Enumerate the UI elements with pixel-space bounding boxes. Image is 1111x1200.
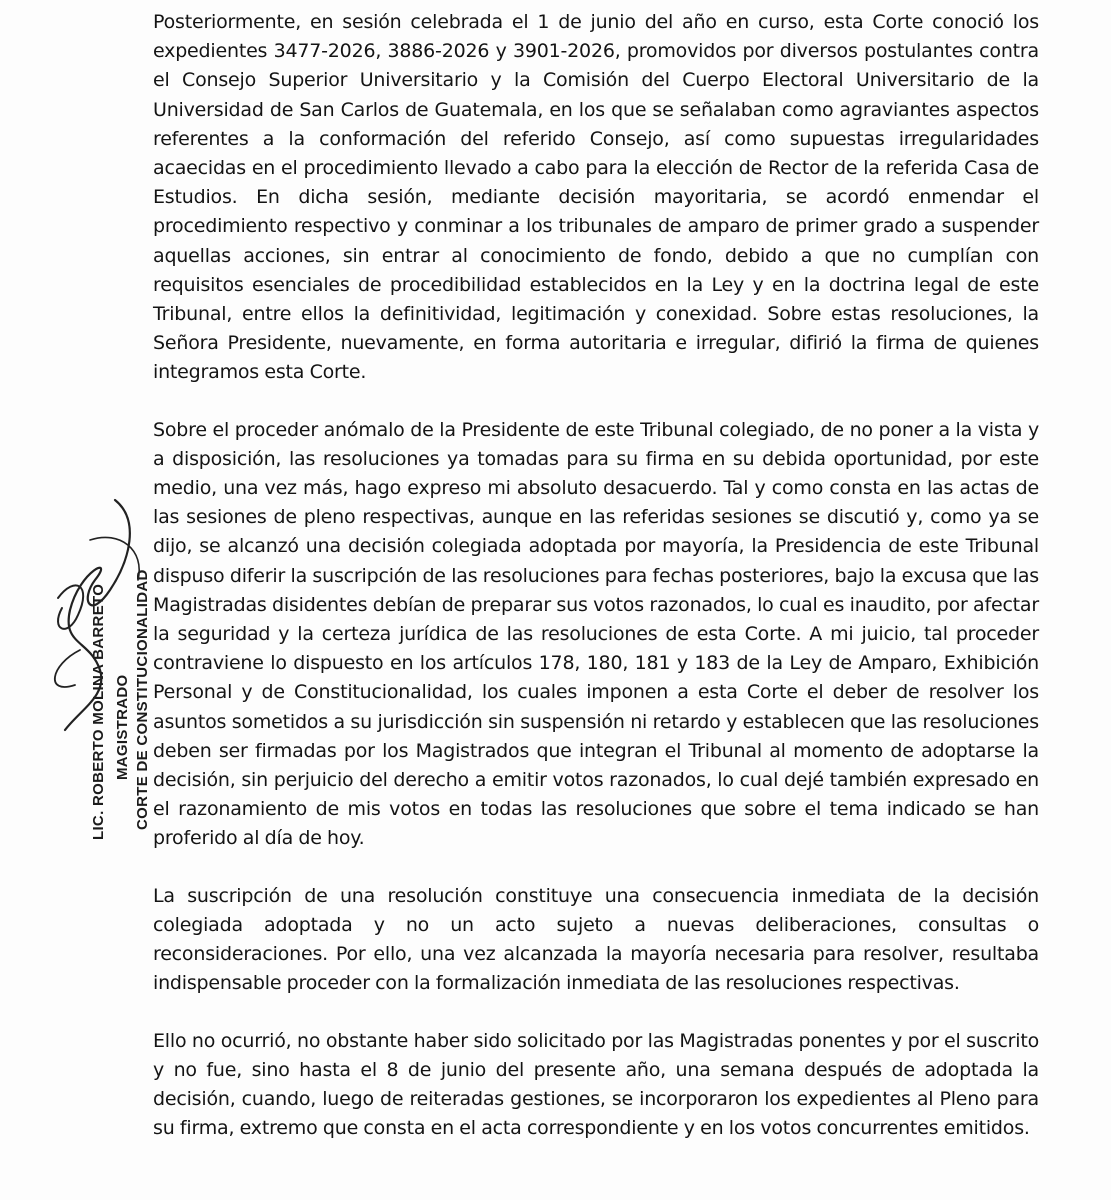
paragraph-4: Ello no ocurrió, no obstante haber sido solicitado por las Magistradas ponentes y por el suscrito y no fue, sino hasta el 8 de junio del presente año, una semana después de adoptada la decisión, cuando, luego de reiteradas gestiones, se incorporaron los expedientes al Pleno para su firma, extremo que consta en el acta correspondiente y en los votos concurrentes emitidos. (153, 1029, 1039, 1140)
stamp-court: CORTE DE CONSTITUCIONALIDAD (134, 569, 151, 830)
stamp-name: LIC. ROBERTO MOLINA BARRETO (90, 583, 107, 840)
paragraph-1: Posteriormente, en sesión celebrada el 1 de junio del año en curso, esta Corte conoció los expedientes 3477-2026, 3886-2026 y 3901-2026, promovidos por diversos postulantes contra el Consejo Superior Universitario y la Comisión del Cuerpo Electoral Universitario de la Universidad de San Carlos de Guatemala, en los que se señalaban como agraviantes aspectos referentes a la conformación del referido Consejo, así como supuestas irregularidades acaecidas en el procedimiento llevado a cabo para la elección de Rector de la referida Casa de Estudios. En dicha sesión, mediante decisión mayoritaria, se acordó enmendar el procedimiento respectivo y conminar a los tribunales de amparo de primer grado a suspender aquellas acciones, sin entrar al conocimiento de fondo, debido a que no cumplían con requisitos esenciales de procedibilidad establecidos en la Ley y en la doctrina legal de este Tribunal, entre ellos la definitividad, legitimación y conexidad. Sobre estas resoluciones, la Señora Presidente, nuevamente, en forma autoritaria e irregular, difirió la firma de quienes integramos esta Corte. (153, 11, 1039, 384)
document-body (153, 8, 1039, 1171)
stamp-title: MAGISTRADO (114, 674, 131, 780)
paragraph-3: La suscripción de una resolución constituye una consecuencia inmediata de la decisión colegiada adoptada y no un acto sujeto a nuevas deliberaciones, consultas o reconsideraciones. Por ello, una vez alcanzada la mayoría necesaria para resolver, resultaba indispensable proceder con la formalización inmediata de las resoluciones respectivas. (153, 884, 1039, 995)
handwritten-signature-icon (20, 480, 160, 780)
paragraph-2: Sobre el proceder anómalo de la Presidente de este Tribunal colegiado, de no poner a la vista y a disposición, las resoluciones ya tomadas para su firma en su debida oportunidad, por este medio, una vez más, hago expreso mi absoluto desacuerdo. Tal y como consta en las actas de las sesiones de pleno respectivas, aunque en las referidas sesiones se discutió y, como ya se dijo, se alcanzó una decisión colegiada adoptada por mayoría, la Presidencia de este Tribunal dispuso diferir la suscripción de las resoluciones para fechas posteriores, bajo la excusa que las Magistradas disidentes debían de preparar sus votos razonados, lo cual es inaudito, por afectar la seguridad y la certeza jurídica de las resoluciones de esta Corte. A mi juicio, tal proceder contraviene lo dispuesto en los artículos 178, 180, 181 y 183 de la Ley de Amparo, Exhibición Personal y de Constitucionalidad, los cuales imponen a esta Corte el deber de resolver los asuntos sometidos a su jurisdicción sin suspensión ni retardo y establecen que las resoluciones deben ser firmadas por los Magistrados que integran el Tribunal al momento de adoptarse la decisión, sin perjuicio del derecho a emitir votos razonados, lo cual dejé también expresado en el razonamiento de mis votos en todas las resoluciones que sobre el tema indicado se han proferido al día de hoy. (153, 418, 1039, 850)
